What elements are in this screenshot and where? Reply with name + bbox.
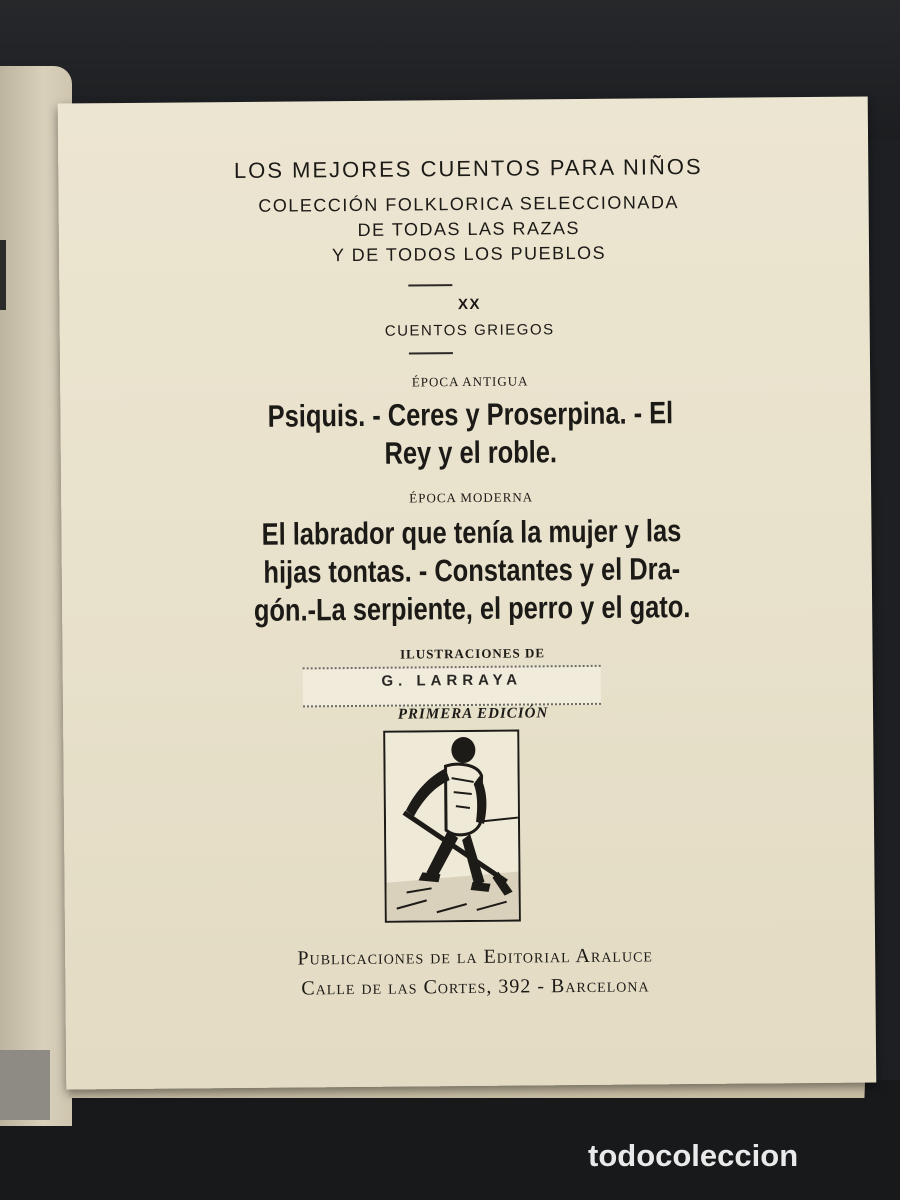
- volume-name: CUENTOS GRIEGOS: [384, 321, 555, 340]
- book-spine: [0, 1050, 50, 1120]
- series-title: LOS MEJORES CUENTOS PARA NIÑOS: [233, 153, 703, 184]
- laborer-woodcut-icon: [385, 732, 519, 921]
- title-line: hijas tontas. - Constantes y el Dra-: [263, 551, 681, 590]
- collection-line: DE TODAS LAS RAZAS: [357, 218, 581, 240]
- laborer-illustration: [383, 730, 521, 923]
- watermark-logo: todocoleccion: [588, 1138, 799, 1173]
- title-line: El labrador que tenía la mujer y las: [261, 513, 682, 552]
- illustrator-name: G. LARRAYA: [381, 671, 523, 690]
- publisher-address: Calle de las Cortes, 392 - Barcelona: [301, 974, 650, 1000]
- modern-epoch-heading: ÉPOCA MODERNA: [409, 489, 534, 506]
- title-page: [58, 96, 877, 1089]
- divider-rule: [408, 284, 452, 286]
- edition-label: PRIMERA EDICIÓN: [397, 705, 549, 723]
- divider-rule: [409, 352, 453, 354]
- modern-stories-titles: [201, 512, 743, 631]
- back-cover-mark: [0, 240, 6, 310]
- title-line: gón.-La serpiente, el perro y el gato.: [253, 589, 691, 628]
- publisher-name: Publicaciones de la Editorial Araluce: [297, 944, 654, 970]
- collection-line: COLECCIÓN FOLKLORICA SELECCIONADA: [258, 192, 679, 216]
- title-line: Psiquis. - Ceres y Proserpina. - El: [267, 395, 674, 434]
- publisher-info: [145, 939, 805, 1005]
- collection-line: Y DE TODOS LOS PUEBLOS: [331, 242, 607, 266]
- illustrations-label: ILUSTRACIONES DE: [399, 645, 546, 662]
- collection-description: [139, 189, 800, 270]
- volume-number: XX: [457, 295, 482, 314]
- ancient-epoch-heading: ÉPOCA ANTIGUA: [411, 373, 529, 390]
- ancient-stories-titles: [200, 394, 742, 475]
- title-line: Rey y el roble.: [384, 434, 558, 471]
